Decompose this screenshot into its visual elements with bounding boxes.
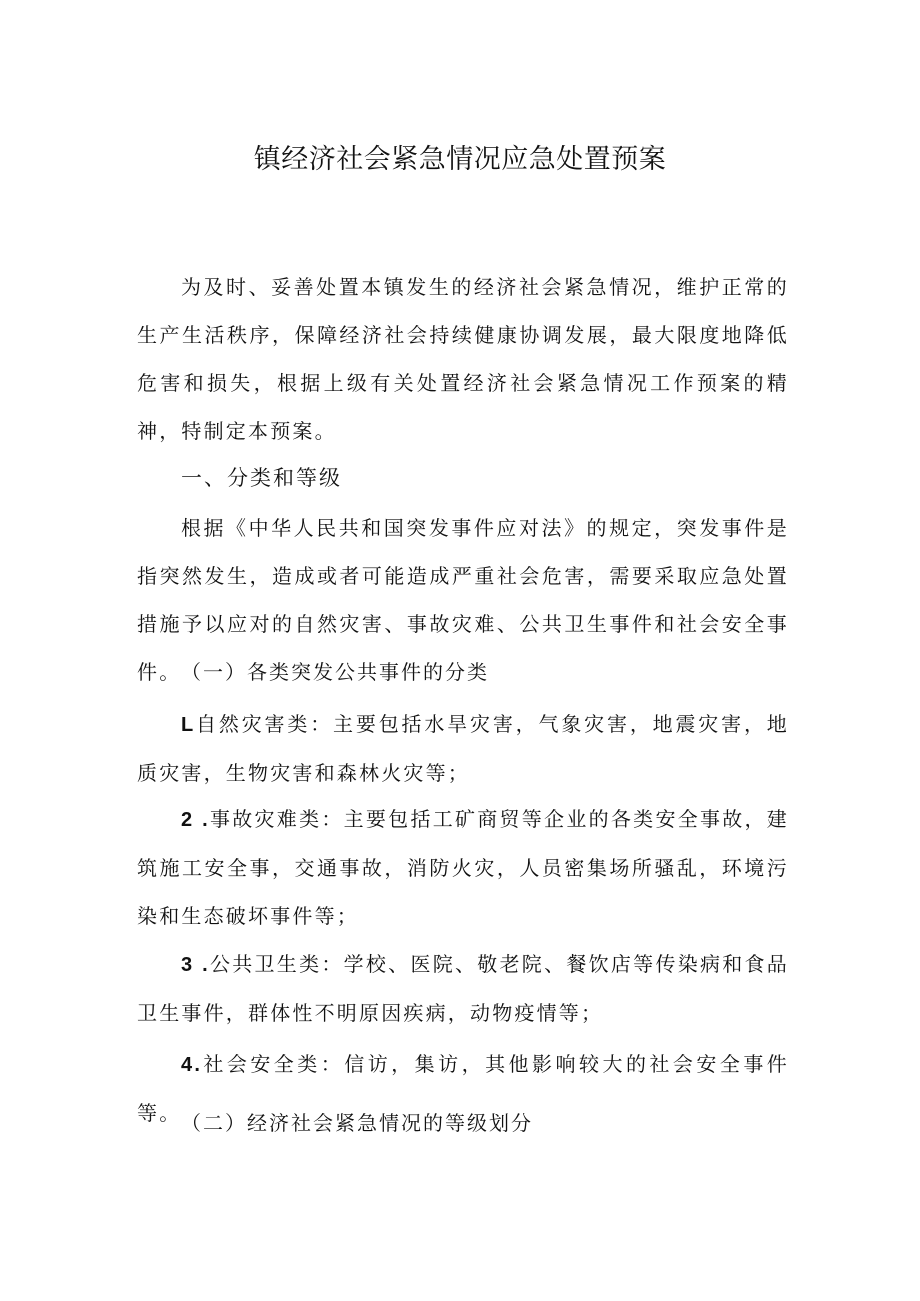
subsection-heading-levels: （二）经济社会紧急情况的等级划分	[181, 1111, 533, 1135]
section-heading-classification: 一、分类和等级	[181, 466, 342, 490]
intro-paragraph: 为及时、妥善处置本镇发生的经济社会紧急情况，维护正常的生产生活秩序，保障经济社会持续健康协调发展，最大限度地降低危害和损失，根据上级有关处置经济社会紧急情况工作预案的精神，特制定本预案。	[137, 275, 789, 443]
list-item-number: L	[181, 714, 196, 736]
list-item-natural-disasters	[137, 700, 789, 797]
list-item-number: 4.	[181, 1054, 203, 1076]
list-item-text: 公共卫生类：学校、医院、敬老院、餐饮店等传染病和食品卫生事件，群体性不明原因疾病，动物疫情等；	[137, 952, 790, 1025]
list-item-public-health	[137, 940, 789, 1037]
list-item-text: 事故灾难类：主要包括工矿商贸等企业的各类安全事故，建筑施工安全事，交通事故，消防火灾，人员密集场所骚乱，环境污染和生态破坏事件等；	[137, 807, 790, 928]
list-item-accidents	[137, 795, 789, 940]
list-item-text: 社会安全类：信访，集访，其他影响较大的社会安全事件等。	[137, 1052, 789, 1125]
list-item-number: 2 .	[181, 809, 210, 831]
list-item-number: 3 .	[181, 954, 210, 976]
list-item-text: 自然灾害类：主要包括水旱灾害，气象灾害，地震灾害，地质灾害，生物灾害和森林火灾等；	[137, 712, 789, 785]
document-title: 镇经济社会紧急情况应急处置预案	[253, 144, 667, 175]
subsection-heading-categories: （一）各类突发公共事件的分类	[181, 660, 489, 684]
section-body-definition: 根据《中华人民共和国突发事件应对法》的规定，突发事件是指突然发生，造成或者可能造成严重社会危害，需要采取应急处置措施予以应对的自然灾害、事故灾难、公共卫生事件和社会安全事件。	[137, 516, 789, 684]
